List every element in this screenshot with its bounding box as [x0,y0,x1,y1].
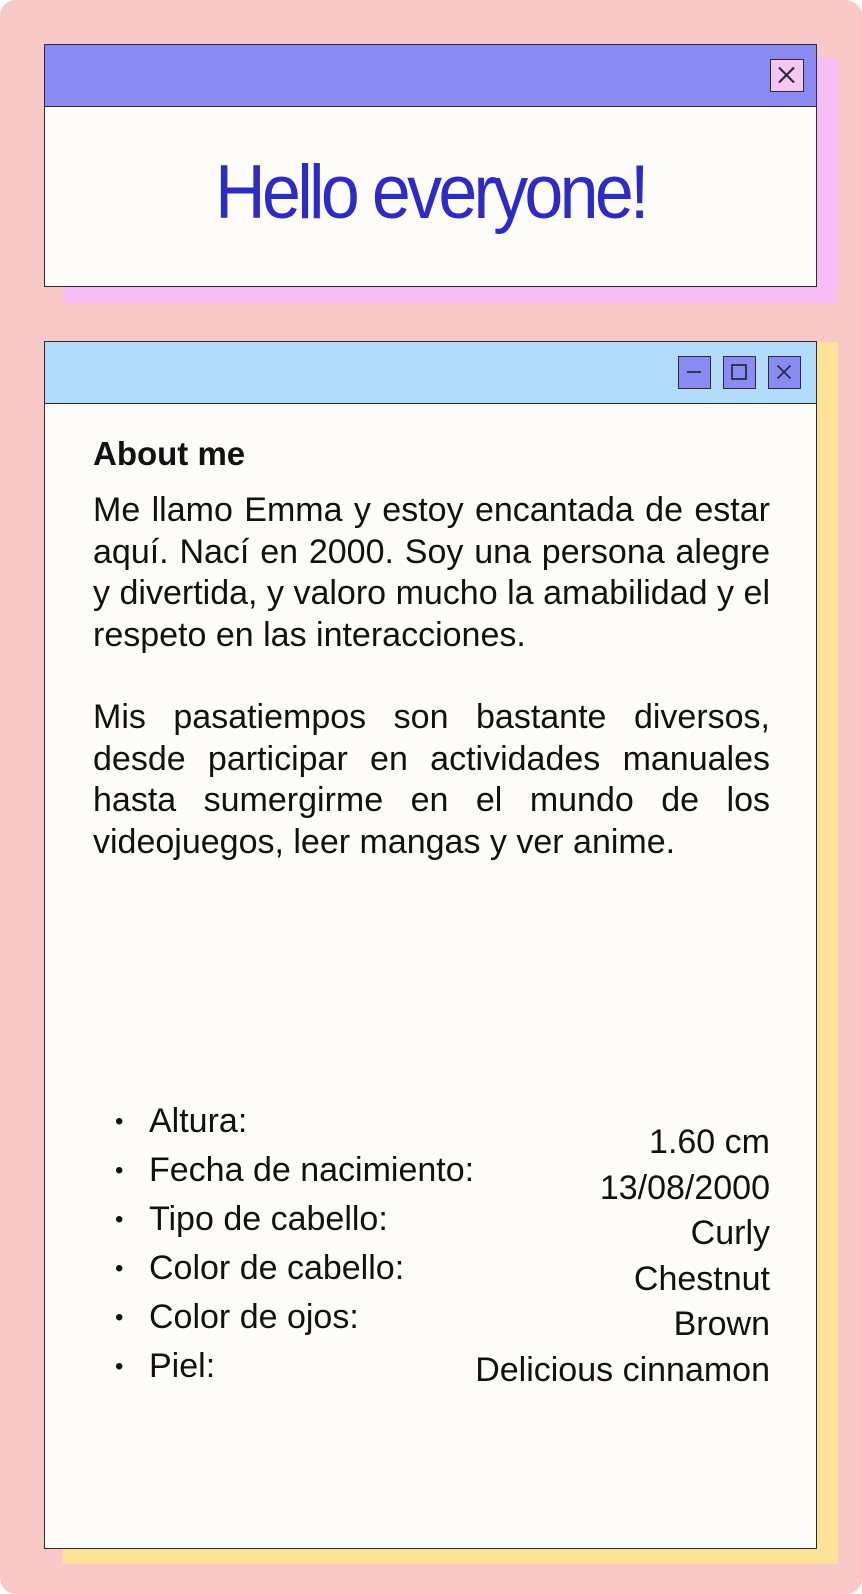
close-button[interactable] [770,59,804,92]
maximize-button[interactable] [723,356,756,389]
detail-label-skin: • Piel: [93,1342,474,1391]
detail-value-height: 1.60 cm [649,1123,770,1161]
detail-value-skin: Delicious cinnamon [475,1350,770,1389]
detail-values [475,1120,770,1393]
detail-value-hair-color: Chestnut [633,1259,770,1298]
detail-label-hair-type: • Tipo de cabello: [93,1195,474,1244]
close-icon [769,357,799,387]
minimize-button[interactable] [678,356,711,389]
about-window-title-bar[interactable] [45,342,816,404]
greeting-window-title-bar[interactable] [45,45,816,107]
about-paragraph: Me llamo Emma y estoy encantada de estar aquí. Nací en 2000. Soy una persona alegre y divertida, y valoro mucho la amabilidad y el respeto en las interacciones. [93,491,770,654]
detail-label-eye-color: • Color de ojos: [93,1293,474,1342]
detail-value-eye-color: Brown [673,1305,770,1343]
detail-label-birthdate: • Fecha de nacimiento: [93,1146,474,1195]
detail-label-hair-color: • Color de cabello: [93,1244,474,1293]
about-heading: About me [93,435,246,472]
detail-labels [93,1097,474,1391]
detail-label-height: • Altura: [93,1097,474,1146]
minimize-icon [679,357,709,387]
about-window [44,341,817,1549]
greeting-window [44,44,817,287]
detail-value-birthdate: 13/08/2000 [599,1168,770,1207]
detail-value-hair-type: Curly [690,1214,770,1252]
about-content [93,435,770,1389]
maximize-icon [724,357,754,387]
close-button[interactable] [768,356,801,389]
hobbies-paragraph: Mis pasatiempos son bastante diversos, desde participar en actividades manuales hasta sumergirme en el mundo de los videojuegos, leer mangas y ver anime. [93,698,770,861]
close-icon [771,60,802,90]
greeting-title: Hello everyone! [215,150,646,235]
